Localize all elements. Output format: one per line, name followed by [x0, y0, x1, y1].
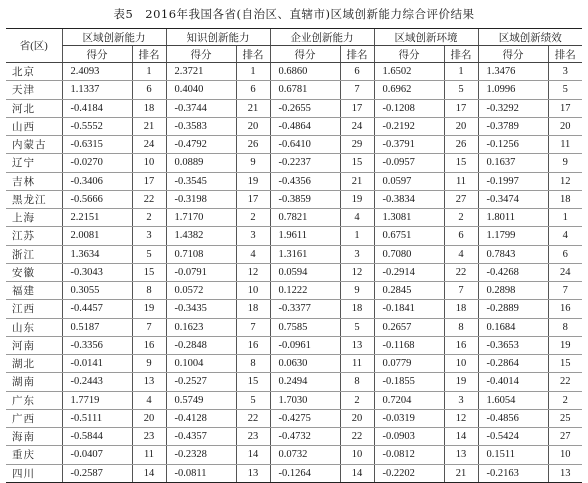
rank-cell: 19 [132, 300, 166, 318]
province-cell: 安徽 [6, 263, 62, 281]
rank-cell: 3 [340, 245, 374, 263]
score-cell: 0.6860 [270, 63, 340, 81]
province-cell: 福建 [6, 282, 62, 300]
rank-cell: 5 [548, 81, 582, 99]
rank-cell: 25 [548, 409, 582, 427]
score-cell: -0.0407 [62, 446, 132, 464]
score-cell: -0.3791 [374, 136, 444, 154]
score-cell: 1.3161 [270, 245, 340, 263]
rank-cell: 26 [444, 136, 478, 154]
score-cell: -0.0812 [374, 446, 444, 464]
province-cell: 山西 [6, 117, 62, 135]
rank-cell: 10 [444, 355, 478, 373]
table-row [6, 464, 582, 482]
rank-cell: 8 [340, 373, 374, 391]
rank-cell: 10 [340, 446, 374, 464]
rank-cell: 4 [132, 391, 166, 409]
score-cell: -0.2889 [478, 300, 548, 318]
province-cell: 湖北 [6, 355, 62, 373]
score-cell: 2.4093 [62, 63, 132, 81]
table-row [6, 227, 582, 245]
province-cell: 辽宁 [6, 154, 62, 172]
province-cell: 北京 [6, 63, 62, 81]
rank-cell: 5 [132, 245, 166, 263]
table-row [6, 373, 582, 391]
rank-cell: 2 [548, 391, 582, 409]
rank-cell: 20 [340, 409, 374, 427]
score-cell: 0.0572 [166, 282, 236, 300]
rank-cell: 17 [236, 190, 270, 208]
rank-cell: 1 [548, 209, 582, 227]
rank-cell: 3 [236, 227, 270, 245]
province-cell: 山东 [6, 318, 62, 336]
score-cell: -0.2864 [478, 355, 548, 373]
rank-cell: 3 [132, 227, 166, 245]
rank-cell: 12 [236, 263, 270, 281]
score-cell: -0.3292 [478, 99, 548, 117]
rank-cell: 1 [236, 63, 270, 81]
province-cell: 黑龙江 [6, 190, 62, 208]
score-cell: -0.3474 [478, 190, 548, 208]
rank-cell: 15 [548, 355, 582, 373]
table-row [6, 391, 582, 409]
rank-cell: 1 [132, 63, 166, 81]
score-cell: 0.2898 [478, 282, 548, 300]
rank-cell: 13 [236, 464, 270, 482]
rank-cell: 7 [132, 318, 166, 336]
rank-cell: 3 [548, 63, 582, 81]
score-cell: -0.2202 [374, 464, 444, 482]
rank-cell: 23 [236, 428, 270, 446]
score-cell: -0.2163 [478, 464, 548, 482]
score-cell: 0.6962 [374, 81, 444, 99]
score-cell: 0.0597 [374, 172, 444, 190]
rank-cell: 18 [444, 300, 478, 318]
score-cell: 0.3055 [62, 282, 132, 300]
rank-cell: 6 [444, 227, 478, 245]
table-row [6, 355, 582, 373]
rank-cell: 4 [444, 245, 478, 263]
score-header: 得分 [374, 46, 444, 63]
rank-cell: 20 [236, 117, 270, 135]
rank-cell: 11 [444, 172, 478, 190]
score-cell: -0.1841 [374, 300, 444, 318]
rank-cell: 6 [236, 81, 270, 99]
province-cell: 河南 [6, 336, 62, 354]
rank-cell: 4 [340, 209, 374, 227]
rank-cell: 11 [132, 446, 166, 464]
rank-cell: 9 [548, 154, 582, 172]
rank-cell: 17 [340, 99, 374, 117]
rank-cell: 22 [444, 263, 478, 281]
score-cell: -0.3043 [62, 263, 132, 281]
score-cell: -0.6410 [270, 136, 340, 154]
table-row [6, 209, 582, 227]
score-cell: 0.5187 [62, 318, 132, 336]
score-cell: -0.4457 [62, 300, 132, 318]
score-cell: -0.3859 [270, 190, 340, 208]
province-cell: 广东 [6, 391, 62, 409]
rank-cell: 7 [340, 81, 374, 99]
rank-cell: 6 [548, 245, 582, 263]
score-header: 得分 [270, 46, 340, 63]
table-row [6, 81, 582, 99]
score-cell: -0.4864 [270, 117, 340, 135]
score-cell: -0.3435 [166, 300, 236, 318]
score-cell: -0.0811 [166, 464, 236, 482]
score-cell: -0.5111 [62, 409, 132, 427]
header-row-subcolumns [6, 46, 582, 63]
province-cell: 江西 [6, 300, 62, 318]
score-cell: -0.5552 [62, 117, 132, 135]
rank-cell: 10 [548, 446, 582, 464]
rank-cell: 8 [444, 318, 478, 336]
score-cell: -0.3789 [478, 117, 548, 135]
rank-cell: 9 [132, 355, 166, 373]
table-row [6, 117, 582, 135]
rank-cell: 9 [340, 282, 374, 300]
rank-cell: 12 [340, 263, 374, 281]
rank-cell: 4 [548, 227, 582, 245]
group-header-knowledge: 知识创新能力 [166, 29, 270, 46]
rank-cell: 21 [132, 117, 166, 135]
score-cell: -0.3377 [270, 300, 340, 318]
table-row [6, 282, 582, 300]
score-cell: 1.1337 [62, 81, 132, 99]
score-cell: -0.1208 [374, 99, 444, 117]
score-cell: 0.0630 [270, 355, 340, 373]
score-cell: -0.1264 [270, 464, 340, 482]
score-cell: 1.9611 [270, 227, 340, 245]
score-cell: -0.3545 [166, 172, 236, 190]
score-cell: 1.8011 [478, 209, 548, 227]
rank-cell: 21 [340, 172, 374, 190]
rank-cell: 20 [444, 117, 478, 135]
rank-cell: 16 [548, 300, 582, 318]
score-cell: -0.2328 [166, 446, 236, 464]
rank-cell: 19 [444, 373, 478, 391]
rank-cell: 1 [340, 227, 374, 245]
score-cell: 0.7585 [270, 318, 340, 336]
score-cell: 1.1799 [478, 227, 548, 245]
table-body [6, 63, 582, 483]
rank-cell: 8 [548, 318, 582, 336]
score-cell: 0.0732 [270, 446, 340, 464]
rank-cell: 18 [548, 190, 582, 208]
group-header-regional: 区域创新能力 [62, 29, 166, 46]
rank-cell: 27 [548, 428, 582, 446]
score-cell: -0.3356 [62, 336, 132, 354]
score-cell: 1.3634 [62, 245, 132, 263]
score-cell: 0.1511 [478, 446, 548, 464]
score-cell: 0.2494 [270, 373, 340, 391]
score-cell: -0.4732 [270, 428, 340, 446]
rank-header: 排名 [548, 46, 582, 63]
score-cell: -0.2527 [166, 373, 236, 391]
score-cell: -0.5666 [62, 190, 132, 208]
rank-cell: 17 [444, 99, 478, 117]
score-cell: 0.0889 [166, 154, 236, 172]
rank-cell: 8 [236, 355, 270, 373]
rank-cell: 14 [444, 428, 478, 446]
rank-cell: 14 [236, 446, 270, 464]
province-cell: 四川 [6, 464, 62, 482]
province-cell: 海南 [6, 428, 62, 446]
rank-cell: 2 [236, 209, 270, 227]
header-row-groups [6, 29, 582, 46]
score-cell: -0.2848 [166, 336, 236, 354]
rank-cell: 24 [548, 263, 582, 281]
group-header-enterprise: 企业创新能力 [270, 29, 374, 46]
rank-header: 排名 [340, 46, 374, 63]
table-row [6, 300, 582, 318]
rank-cell: 7 [236, 318, 270, 336]
rank-cell: 21 [444, 464, 478, 482]
rank-cell: 18 [132, 99, 166, 117]
rank-cell: 6 [340, 63, 374, 81]
rank-cell: 19 [548, 336, 582, 354]
table-row [6, 263, 582, 281]
rank-cell: 1 [444, 63, 478, 81]
rank-cell: 5 [444, 81, 478, 99]
province-cell: 内蒙古 [6, 136, 62, 154]
score-cell: -0.0319 [374, 409, 444, 427]
score-cell: -0.3583 [166, 117, 236, 135]
score-cell: 0.1004 [166, 355, 236, 373]
score-cell: 0.7080 [374, 245, 444, 263]
rank-cell: 2 [444, 209, 478, 227]
rank-cell: 3 [444, 391, 478, 409]
score-cell: 1.4382 [166, 227, 236, 245]
rank-cell: 15 [444, 154, 478, 172]
rank-cell: 15 [340, 154, 374, 172]
score-cell: -0.2587 [62, 464, 132, 482]
province-cell: 上海 [6, 209, 62, 227]
score-cell: 0.0594 [270, 263, 340, 281]
rank-cell: 18 [236, 300, 270, 318]
score-cell: -0.4014 [478, 373, 548, 391]
rank-cell: 12 [548, 172, 582, 190]
score-cell: -0.4792 [166, 136, 236, 154]
rank-cell: 17 [132, 172, 166, 190]
score-cell: -0.0903 [374, 428, 444, 446]
score-cell: -0.4357 [166, 428, 236, 446]
rank-header: 排名 [132, 46, 166, 63]
rank-cell: 19 [340, 190, 374, 208]
rank-cell: 2 [340, 391, 374, 409]
rank-header: 排名 [444, 46, 478, 63]
score-cell: -0.0141 [62, 355, 132, 373]
score-cell: 0.1684 [478, 318, 548, 336]
score-cell: 0.6781 [270, 81, 340, 99]
score-cell: 1.7719 [62, 391, 132, 409]
score-cell: 1.6054 [478, 391, 548, 409]
rank-cell: 5 [340, 318, 374, 336]
score-cell: 0.5749 [166, 391, 236, 409]
rank-cell: 13 [444, 446, 478, 464]
score-cell: 1.0996 [478, 81, 548, 99]
table-row [6, 446, 582, 464]
rank-cell: 11 [340, 355, 374, 373]
rank-cell: 13 [340, 336, 374, 354]
rank-cell: 5 [236, 391, 270, 409]
rank-cell: 2 [132, 209, 166, 227]
rank-cell: 17 [548, 99, 582, 117]
table-row [6, 190, 582, 208]
score-cell: -0.2914 [374, 263, 444, 281]
score-cell: -0.0270 [62, 154, 132, 172]
table-row [6, 154, 582, 172]
score-cell: 0.7821 [270, 209, 340, 227]
score-cell: 0.1222 [270, 282, 340, 300]
score-cell: -0.4184 [62, 99, 132, 117]
score-cell: 2.0081 [62, 227, 132, 245]
score-cell: 1.3081 [374, 209, 444, 227]
rank-header: 排名 [236, 46, 270, 63]
score-cell: -0.3406 [62, 172, 132, 190]
score-cell: -0.2192 [374, 117, 444, 135]
score-cell: -0.0961 [270, 336, 340, 354]
rank-cell: 24 [132, 136, 166, 154]
rank-cell: 27 [444, 190, 478, 208]
rank-cell: 8 [132, 282, 166, 300]
score-cell: 0.1623 [166, 318, 236, 336]
score-cell: -0.3198 [166, 190, 236, 208]
rank-cell: 22 [236, 409, 270, 427]
table-row [6, 409, 582, 427]
province-cell: 重庆 [6, 446, 62, 464]
score-cell: 0.0779 [374, 355, 444, 373]
score-cell: -0.3653 [478, 336, 548, 354]
province-cell: 广西 [6, 409, 62, 427]
score-cell: -0.4268 [478, 263, 548, 281]
rank-cell: 13 [548, 464, 582, 482]
table-row [6, 63, 582, 81]
rank-cell: 7 [444, 282, 478, 300]
score-cell: 0.7108 [166, 245, 236, 263]
score-cell: 1.7170 [166, 209, 236, 227]
group-header-performance: 区域创新绩效 [478, 29, 582, 46]
score-cell: 1.6502 [374, 63, 444, 81]
rank-cell: 19 [236, 172, 270, 190]
score-cell: 0.6751 [374, 227, 444, 245]
rank-cell: 14 [132, 464, 166, 482]
table-caption: 表5 2016年我国各省(自治区、直辖市)区域创新能力综合评价结果 [113, 7, 475, 21]
score-cell: -0.2237 [270, 154, 340, 172]
score-cell: 2.3721 [166, 63, 236, 81]
rank-cell: 24 [340, 117, 374, 135]
rank-cell: 29 [340, 136, 374, 154]
table-row [6, 336, 582, 354]
rank-cell: 23 [132, 428, 166, 446]
rank-cell: 15 [236, 373, 270, 391]
province-cell: 天津 [6, 81, 62, 99]
score-cell: -0.6315 [62, 136, 132, 154]
rank-cell: 22 [132, 190, 166, 208]
rank-cell: 13 [132, 373, 166, 391]
province-cell: 河北 [6, 99, 62, 117]
score-cell: -0.4275 [270, 409, 340, 427]
score-cell: 0.7843 [478, 245, 548, 263]
score-cell: -0.1168 [374, 336, 444, 354]
score-cell: -0.4128 [166, 409, 236, 427]
rank-cell: 20 [132, 409, 166, 427]
table-row [6, 318, 582, 336]
table-row [6, 245, 582, 263]
province-header: 省(区) [6, 29, 62, 63]
score-cell: -0.0791 [166, 263, 236, 281]
rank-cell: 12 [444, 409, 478, 427]
score-cell: 1.3476 [478, 63, 548, 81]
rank-cell: 14 [340, 464, 374, 482]
province-cell: 江苏 [6, 227, 62, 245]
score-cell: 0.1637 [478, 154, 548, 172]
rank-cell: 7 [548, 282, 582, 300]
score-cell: 0.2657 [374, 318, 444, 336]
score-header: 得分 [478, 46, 548, 63]
rank-cell: 4 [236, 245, 270, 263]
table-row [6, 172, 582, 190]
province-cell: 湖南 [6, 373, 62, 391]
score-cell: -0.3834 [374, 190, 444, 208]
score-cell: 1.7030 [270, 391, 340, 409]
score-cell: -0.1997 [478, 172, 548, 190]
rank-cell: 22 [548, 373, 582, 391]
rank-cell: 16 [444, 336, 478, 354]
rank-cell: 26 [236, 136, 270, 154]
score-cell: -0.2443 [62, 373, 132, 391]
score-cell: 0.7204 [374, 391, 444, 409]
score-cell: -0.3744 [166, 99, 236, 117]
evaluation-table [6, 28, 582, 483]
score-header: 得分 [166, 46, 236, 63]
rank-cell: 6 [132, 81, 166, 99]
table-row [6, 428, 582, 446]
province-cell: 浙江 [6, 245, 62, 263]
score-cell: -0.0957 [374, 154, 444, 172]
group-header-environment: 区域创新环境 [374, 29, 478, 46]
table-row [6, 136, 582, 154]
score-cell: 2.2151 [62, 209, 132, 227]
rank-cell: 22 [340, 428, 374, 446]
score-cell: -0.1855 [374, 373, 444, 391]
score-cell: -0.1256 [478, 136, 548, 154]
rank-cell: 18 [340, 300, 374, 318]
province-cell: 吉林 [6, 172, 62, 190]
rank-cell: 9 [236, 154, 270, 172]
score-header: 得分 [62, 46, 132, 63]
rank-cell: 20 [548, 117, 582, 135]
rank-cell: 11 [548, 136, 582, 154]
score-cell: 0.2845 [374, 282, 444, 300]
score-cell: -0.2655 [270, 99, 340, 117]
score-cell: 0.4040 [166, 81, 236, 99]
rank-cell: 16 [132, 336, 166, 354]
score-cell: -0.5844 [62, 428, 132, 446]
rank-cell: 15 [132, 263, 166, 281]
score-cell: -0.4356 [270, 172, 340, 190]
rank-cell: 10 [132, 154, 166, 172]
score-cell: -0.5424 [478, 428, 548, 446]
rank-cell: 10 [236, 282, 270, 300]
score-cell: -0.4856 [478, 409, 548, 427]
table-row [6, 99, 582, 117]
rank-cell: 21 [236, 99, 270, 117]
rank-cell: 16 [236, 336, 270, 354]
